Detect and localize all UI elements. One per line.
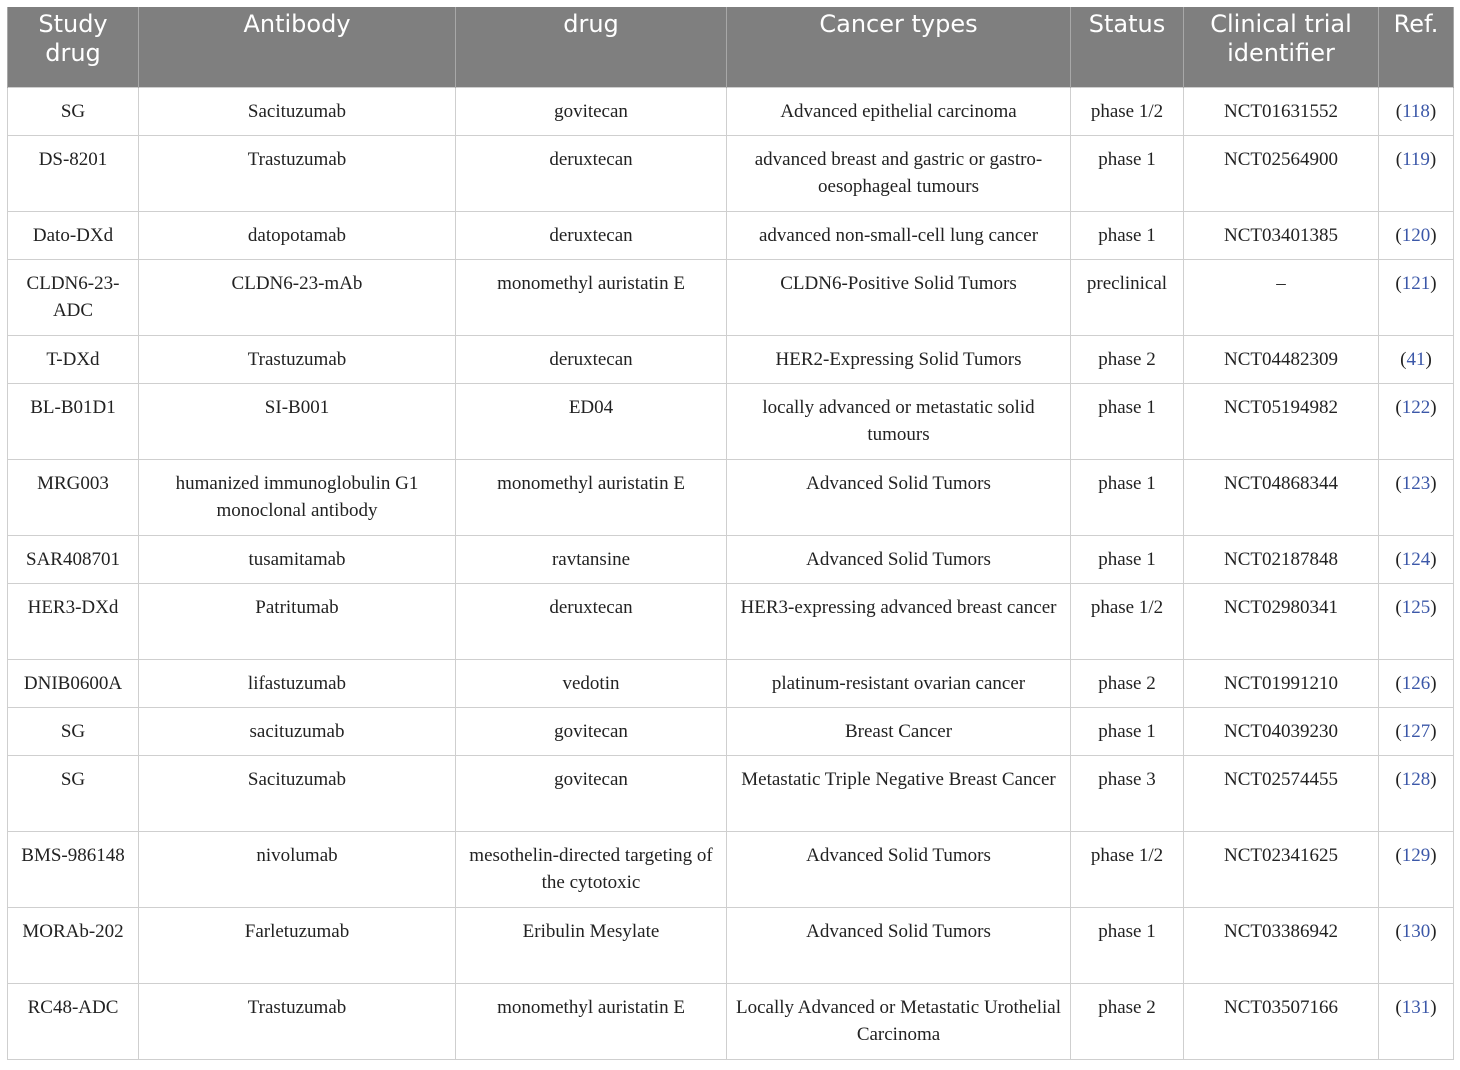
cell-status: phase 1 [1071, 135, 1184, 211]
cell-status: phase 1 [1071, 907, 1184, 983]
cell-identifier: NCT03401385 [1184, 211, 1379, 259]
table-row [8, 831, 1454, 907]
cell-cancer-types: locally advanced or metastatic solid tumours [727, 383, 1071, 459]
cell-drug: Eribulin Mesylate [456, 907, 727, 983]
cell-cancer-types: Advanced Solid Tumors [727, 535, 1071, 583]
cell-identifier: – [1184, 259, 1379, 335]
adc-trials-table [7, 7, 1454, 1060]
ref-link[interactable]: 124 [1401, 548, 1431, 570]
cell-antibody: SI-B001 [139, 383, 456, 459]
header-cancer-types: Cancer types [727, 7, 1071, 87]
cell-ref: (41) [1379, 335, 1454, 383]
cell-drug: deruxtecan [456, 335, 727, 383]
ref-link[interactable]: 121 [1401, 272, 1431, 294]
cell-status: phase 1 [1071, 459, 1184, 535]
cell-identifier: NCT03386942 [1184, 907, 1379, 983]
cell-cancer-types: Advanced epithelial carcinoma [727, 87, 1071, 135]
cell-identifier: NCT01991210 [1184, 659, 1379, 707]
cell-ref: (124) [1379, 535, 1454, 583]
cell-study-drug: BMS-986148 [8, 831, 139, 907]
cell-drug: deruxtecan [456, 211, 727, 259]
cell-study-drug: DS-8201 [8, 135, 139, 211]
header-row [8, 7, 1454, 87]
cell-drug: monomethyl auristatin E [456, 459, 727, 535]
header-status: Status [1071, 7, 1184, 87]
ref-link[interactable]: 41 [1406, 348, 1426, 370]
ref-link[interactable]: 127 [1401, 720, 1431, 742]
table-body [8, 87, 1454, 1059]
cell-ref: (129) [1379, 831, 1454, 907]
table-row [8, 135, 1454, 211]
cell-ref: (126) [1379, 659, 1454, 707]
cell-drug: vedotin [456, 659, 727, 707]
table-row [8, 383, 1454, 459]
cell-cancer-types: platinum-resistant ovarian cancer [727, 659, 1071, 707]
cell-study-drug: SG [8, 707, 139, 755]
table-row [8, 983, 1454, 1059]
cell-status: phase 3 [1071, 755, 1184, 831]
cell-study-drug: MRG003 [8, 459, 139, 535]
cell-cancer-types: Advanced Solid Tumors [727, 907, 1071, 983]
cell-status: phase 1/2 [1071, 583, 1184, 659]
cell-study-drug: SG [8, 87, 139, 135]
ref-link[interactable]: 118 [1402, 100, 1430, 122]
cell-status: phase 2 [1071, 659, 1184, 707]
cell-cancer-types: CLDN6-Positive Solid Tumors [727, 259, 1071, 335]
cell-identifier: NCT04039230 [1184, 707, 1379, 755]
cell-antibody: Trastuzumab [139, 135, 456, 211]
cell-identifier: NCT05194982 [1184, 383, 1379, 459]
cell-cancer-types: Advanced Solid Tumors [727, 459, 1071, 535]
cell-drug: govitecan [456, 87, 727, 135]
table-row [8, 259, 1454, 335]
cell-status: phase 1 [1071, 211, 1184, 259]
header-ref: Ref. [1379, 7, 1454, 87]
cell-identifier: NCT02564900 [1184, 135, 1379, 211]
cell-identifier: NCT03507166 [1184, 983, 1379, 1059]
cell-cancer-types: Metastatic Triple Negative Breast Cancer [727, 755, 1071, 831]
cell-ref: (131) [1379, 983, 1454, 1059]
table-row [8, 755, 1454, 831]
cell-drug: deruxtecan [456, 583, 727, 659]
cell-identifier: NCT01631552 [1184, 87, 1379, 135]
ref-link[interactable]: 123 [1401, 472, 1431, 494]
cell-cancer-types: advanced non-small-cell lung cancer [727, 211, 1071, 259]
table-row [8, 707, 1454, 755]
cell-antibody: nivolumab [139, 831, 456, 907]
cell-study-drug: MORAb-202 [8, 907, 139, 983]
cell-antibody: datopotamab [139, 211, 456, 259]
cell-study-drug: T-DXd [8, 335, 139, 383]
header-antibody: Antibody [139, 7, 456, 87]
cell-cancer-types: advanced breast and gastric or gastro-oesophageal tumours [727, 135, 1071, 211]
cell-ref: (128) [1379, 755, 1454, 831]
cell-study-drug: SAR408701 [8, 535, 139, 583]
cell-antibody: lifastuzumab [139, 659, 456, 707]
cell-status: phase 1/2 [1071, 831, 1184, 907]
header-clinical-trial-identifier: Clinical trial identifier [1184, 7, 1379, 87]
cell-cancer-types: HER2-Expressing Solid Tumors [727, 335, 1071, 383]
table-row [8, 659, 1454, 707]
ref-link[interactable]: 130 [1401, 920, 1431, 942]
cell-drug: deruxtecan [456, 135, 727, 211]
cell-ref: (123) [1379, 459, 1454, 535]
cell-antibody: CLDN6-23-mAb [139, 259, 456, 335]
cell-antibody: Patritumab [139, 583, 456, 659]
cell-antibody: sacituzumab [139, 707, 456, 755]
ref-link[interactable]: 120 [1401, 224, 1431, 246]
cell-identifier: NCT04868344 [1184, 459, 1379, 535]
cell-identifier: NCT02187848 [1184, 535, 1379, 583]
cell-antibody: Trastuzumab [139, 335, 456, 383]
cell-ref: (122) [1379, 383, 1454, 459]
cell-drug: ravtansine [456, 535, 727, 583]
cell-antibody: Farletuzumab [139, 907, 456, 983]
cell-antibody: Sacituzumab [139, 755, 456, 831]
cell-ref: (125) [1379, 583, 1454, 659]
table-row [8, 907, 1454, 983]
cell-drug: ED04 [456, 383, 727, 459]
ref-link[interactable]: 125 [1401, 596, 1431, 618]
cell-ref: (130) [1379, 907, 1454, 983]
cell-drug: mesothelin-directed targeting of the cytotoxic [456, 831, 727, 907]
cell-drug: govitecan [456, 755, 727, 831]
header-drug: drug [456, 7, 727, 87]
cell-identifier: NCT04482309 [1184, 335, 1379, 383]
ref-link[interactable]: 131 [1401, 996, 1431, 1018]
cell-identifier: NCT02341625 [1184, 831, 1379, 907]
ref-link[interactable]: 126 [1401, 672, 1431, 694]
header-study-drug: Study drug [8, 7, 139, 87]
cell-ref: (121) [1379, 259, 1454, 335]
cell-drug: monomethyl auristatin E [456, 259, 727, 335]
cell-study-drug: CLDN6-23-ADC [8, 259, 139, 335]
cell-identifier: NCT02574455 [1184, 755, 1379, 831]
ref-link[interactable]: 119 [1402, 148, 1430, 170]
table-row [8, 583, 1454, 659]
cell-drug: monomethyl auristatin E [456, 983, 727, 1059]
table-row [8, 87, 1454, 135]
table-row [8, 335, 1454, 383]
cell-cancer-types: Advanced Solid Tumors [727, 831, 1071, 907]
cell-status: preclinical [1071, 259, 1184, 335]
cell-antibody: Sacituzumab [139, 87, 456, 135]
cell-study-drug: HER3-DXd [8, 583, 139, 659]
table-row [8, 535, 1454, 583]
cell-status: phase 1 [1071, 535, 1184, 583]
cell-cancer-types: Locally Advanced or Metastatic Urothelial Carcinoma [727, 983, 1071, 1059]
cell-antibody: tusamitamab [139, 535, 456, 583]
cell-ref: (119) [1379, 135, 1454, 211]
cell-study-drug: SG [8, 755, 139, 831]
cell-status: phase 1 [1071, 383, 1184, 459]
cell-status: phase 1/2 [1071, 87, 1184, 135]
cell-drug: govitecan [456, 707, 727, 755]
cell-ref: (118) [1379, 87, 1454, 135]
cell-ref: (120) [1379, 211, 1454, 259]
cell-status: phase 1 [1071, 707, 1184, 755]
cell-cancer-types: HER3-expressing advanced breast cancer [727, 583, 1071, 659]
ref-link[interactable]: 128 [1401, 768, 1431, 790]
cell-study-drug: BL-B01D1 [8, 383, 139, 459]
ref-link[interactable]: 129 [1401, 844, 1431, 866]
table-row [8, 459, 1454, 535]
cell-antibody: Trastuzumab [139, 983, 456, 1059]
cell-identifier: NCT02980341 [1184, 583, 1379, 659]
cell-study-drug: DNIB0600A [8, 659, 139, 707]
cell-study-drug: Dato-DXd [8, 211, 139, 259]
cell-study-drug: RC48-ADC [8, 983, 139, 1059]
cell-cancer-types: Breast Cancer [727, 707, 1071, 755]
cell-ref: (127) [1379, 707, 1454, 755]
cell-status: phase 2 [1071, 983, 1184, 1059]
cell-status: phase 2 [1071, 335, 1184, 383]
table-row [8, 211, 1454, 259]
table-header [8, 7, 1454, 87]
cell-antibody: humanized immunoglobulin G1 monoclonal antibody [139, 459, 456, 535]
ref-link[interactable]: 122 [1401, 396, 1431, 418]
